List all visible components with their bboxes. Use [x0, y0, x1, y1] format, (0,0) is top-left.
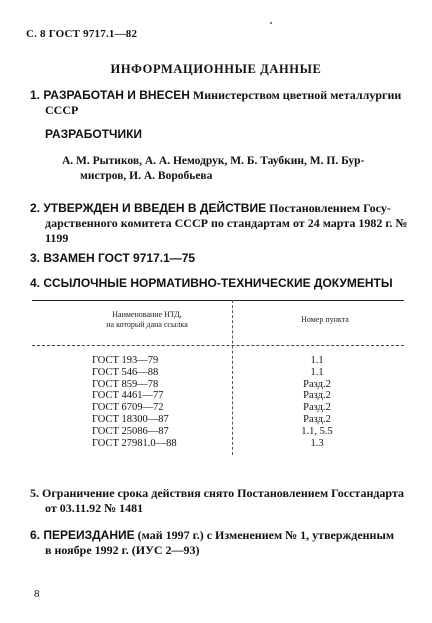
- developers-names: [62, 154, 402, 184]
- table-row: [92, 414, 412, 426]
- row-document: ГОСТ 4461—77: [92, 390, 164, 402]
- document-title: ИНФОРМАЦИОННЫЕ ДАННЫЕ: [110, 62, 322, 76]
- section-6-continuation: в ноябре 1992 г. (ИУС 2—93): [45, 543, 200, 557]
- section-6: [30, 528, 410, 558]
- row-document: ГОСТ 6709—72: [92, 402, 164, 414]
- section-3-label: 3. ВЗАМЕН ГОСТ 9717.1—75: [30, 251, 196, 265]
- section-1-label: 1. РАЗРАБОТАН И ВНЕСЕН: [30, 88, 190, 102]
- table-body: [92, 355, 412, 449]
- table-row: [92, 402, 412, 414]
- row-point: Разд.2: [303, 402, 331, 414]
- table-row: [92, 379, 412, 391]
- row-document: ГОСТ 859—78: [92, 378, 159, 390]
- row-point: Разд.2: [303, 413, 331, 425]
- row-point: 1.1: [310, 366, 324, 378]
- section-1: [30, 88, 410, 118]
- section-2: [30, 201, 410, 246]
- column-header-line-2: на который дана ссылка: [106, 320, 188, 329]
- table-top-rule: [32, 300, 404, 301]
- table-row: [92, 390, 412, 402]
- section-6-text: (май 1997 г.) с Изменением № 1, утвержденным: [137, 528, 395, 542]
- page-number: 8: [34, 588, 40, 600]
- row-point: 1.1: [310, 355, 324, 366]
- section-2-text: Постановлением Госу-: [269, 201, 391, 215]
- row-document: ГОСТ 18300—87: [92, 413, 169, 425]
- row-point: 1.1, 5.5: [301, 425, 333, 437]
- section-6-label: 6. ПЕРЕИЗДАНИЕ: [30, 528, 135, 542]
- section-5-text: 5. Ограничение срока действия снято Постановлением Госстандарта: [30, 486, 404, 500]
- row-document: ГОСТ 25086—87: [92, 425, 169, 437]
- column-header-line-1: Наименование НТД,: [112, 310, 182, 319]
- row-point: Разд.2: [303, 378, 331, 390]
- section-1-text: Министерством цветной металлургии: [192, 88, 402, 102]
- row-point: Разд.2: [303, 390, 331, 402]
- row-document: ГОСТ 546—88: [92, 366, 159, 378]
- row-document: ГОСТ 27981.0—88: [92, 437, 177, 449]
- table-column-header-point: Номер пункта: [301, 315, 349, 324]
- table-header-rule: [32, 345, 404, 346]
- section-5: [30, 486, 410, 516]
- developers-label: РАЗРАБОТЧИКИ: [45, 127, 143, 141]
- table-column-header-name: [62, 310, 232, 330]
- table-row: [92, 438, 412, 450]
- developers-line-2: мистров, И. А. Воробьева: [80, 170, 213, 182]
- table-row: [92, 367, 412, 379]
- section-2-continuation-1: дарственного комитета СССР по стандартам от 24 марта 1982 г. №: [45, 216, 408, 230]
- page-header: С. 8 ГОСТ 9717.1—82: [26, 28, 138, 40]
- section-3: [30, 251, 195, 266]
- section-4-label: 4. ССЫЛОЧНЫЕ НОРМАТИВНО-ТЕХНИЧЕСКИЕ ДОКУМЕНТЫ: [30, 276, 393, 290]
- section-5-continuation: от 03.11.92 № 1481: [45, 501, 144, 515]
- row-point: 1.3: [310, 437, 324, 449]
- scan-speck: [270, 22, 272, 24]
- section-1-continuation: СССР: [45, 103, 79, 117]
- section-4: [30, 276, 393, 291]
- developers-line-1: А. М. Рытиков, А. А. Немодрук, М. Б. Таубкин, М. П. Бур-: [62, 155, 365, 167]
- table-row: [92, 426, 412, 438]
- row-document: ГОСТ 193—79: [92, 355, 159, 366]
- section-2-continuation-2: 1199: [45, 231, 69, 245]
- table-row: [92, 355, 412, 367]
- section-2-label: 2. УТВЕРЖДЕН И ВВЕДЕН В ДЕЙСТВИЕ: [30, 201, 267, 215]
